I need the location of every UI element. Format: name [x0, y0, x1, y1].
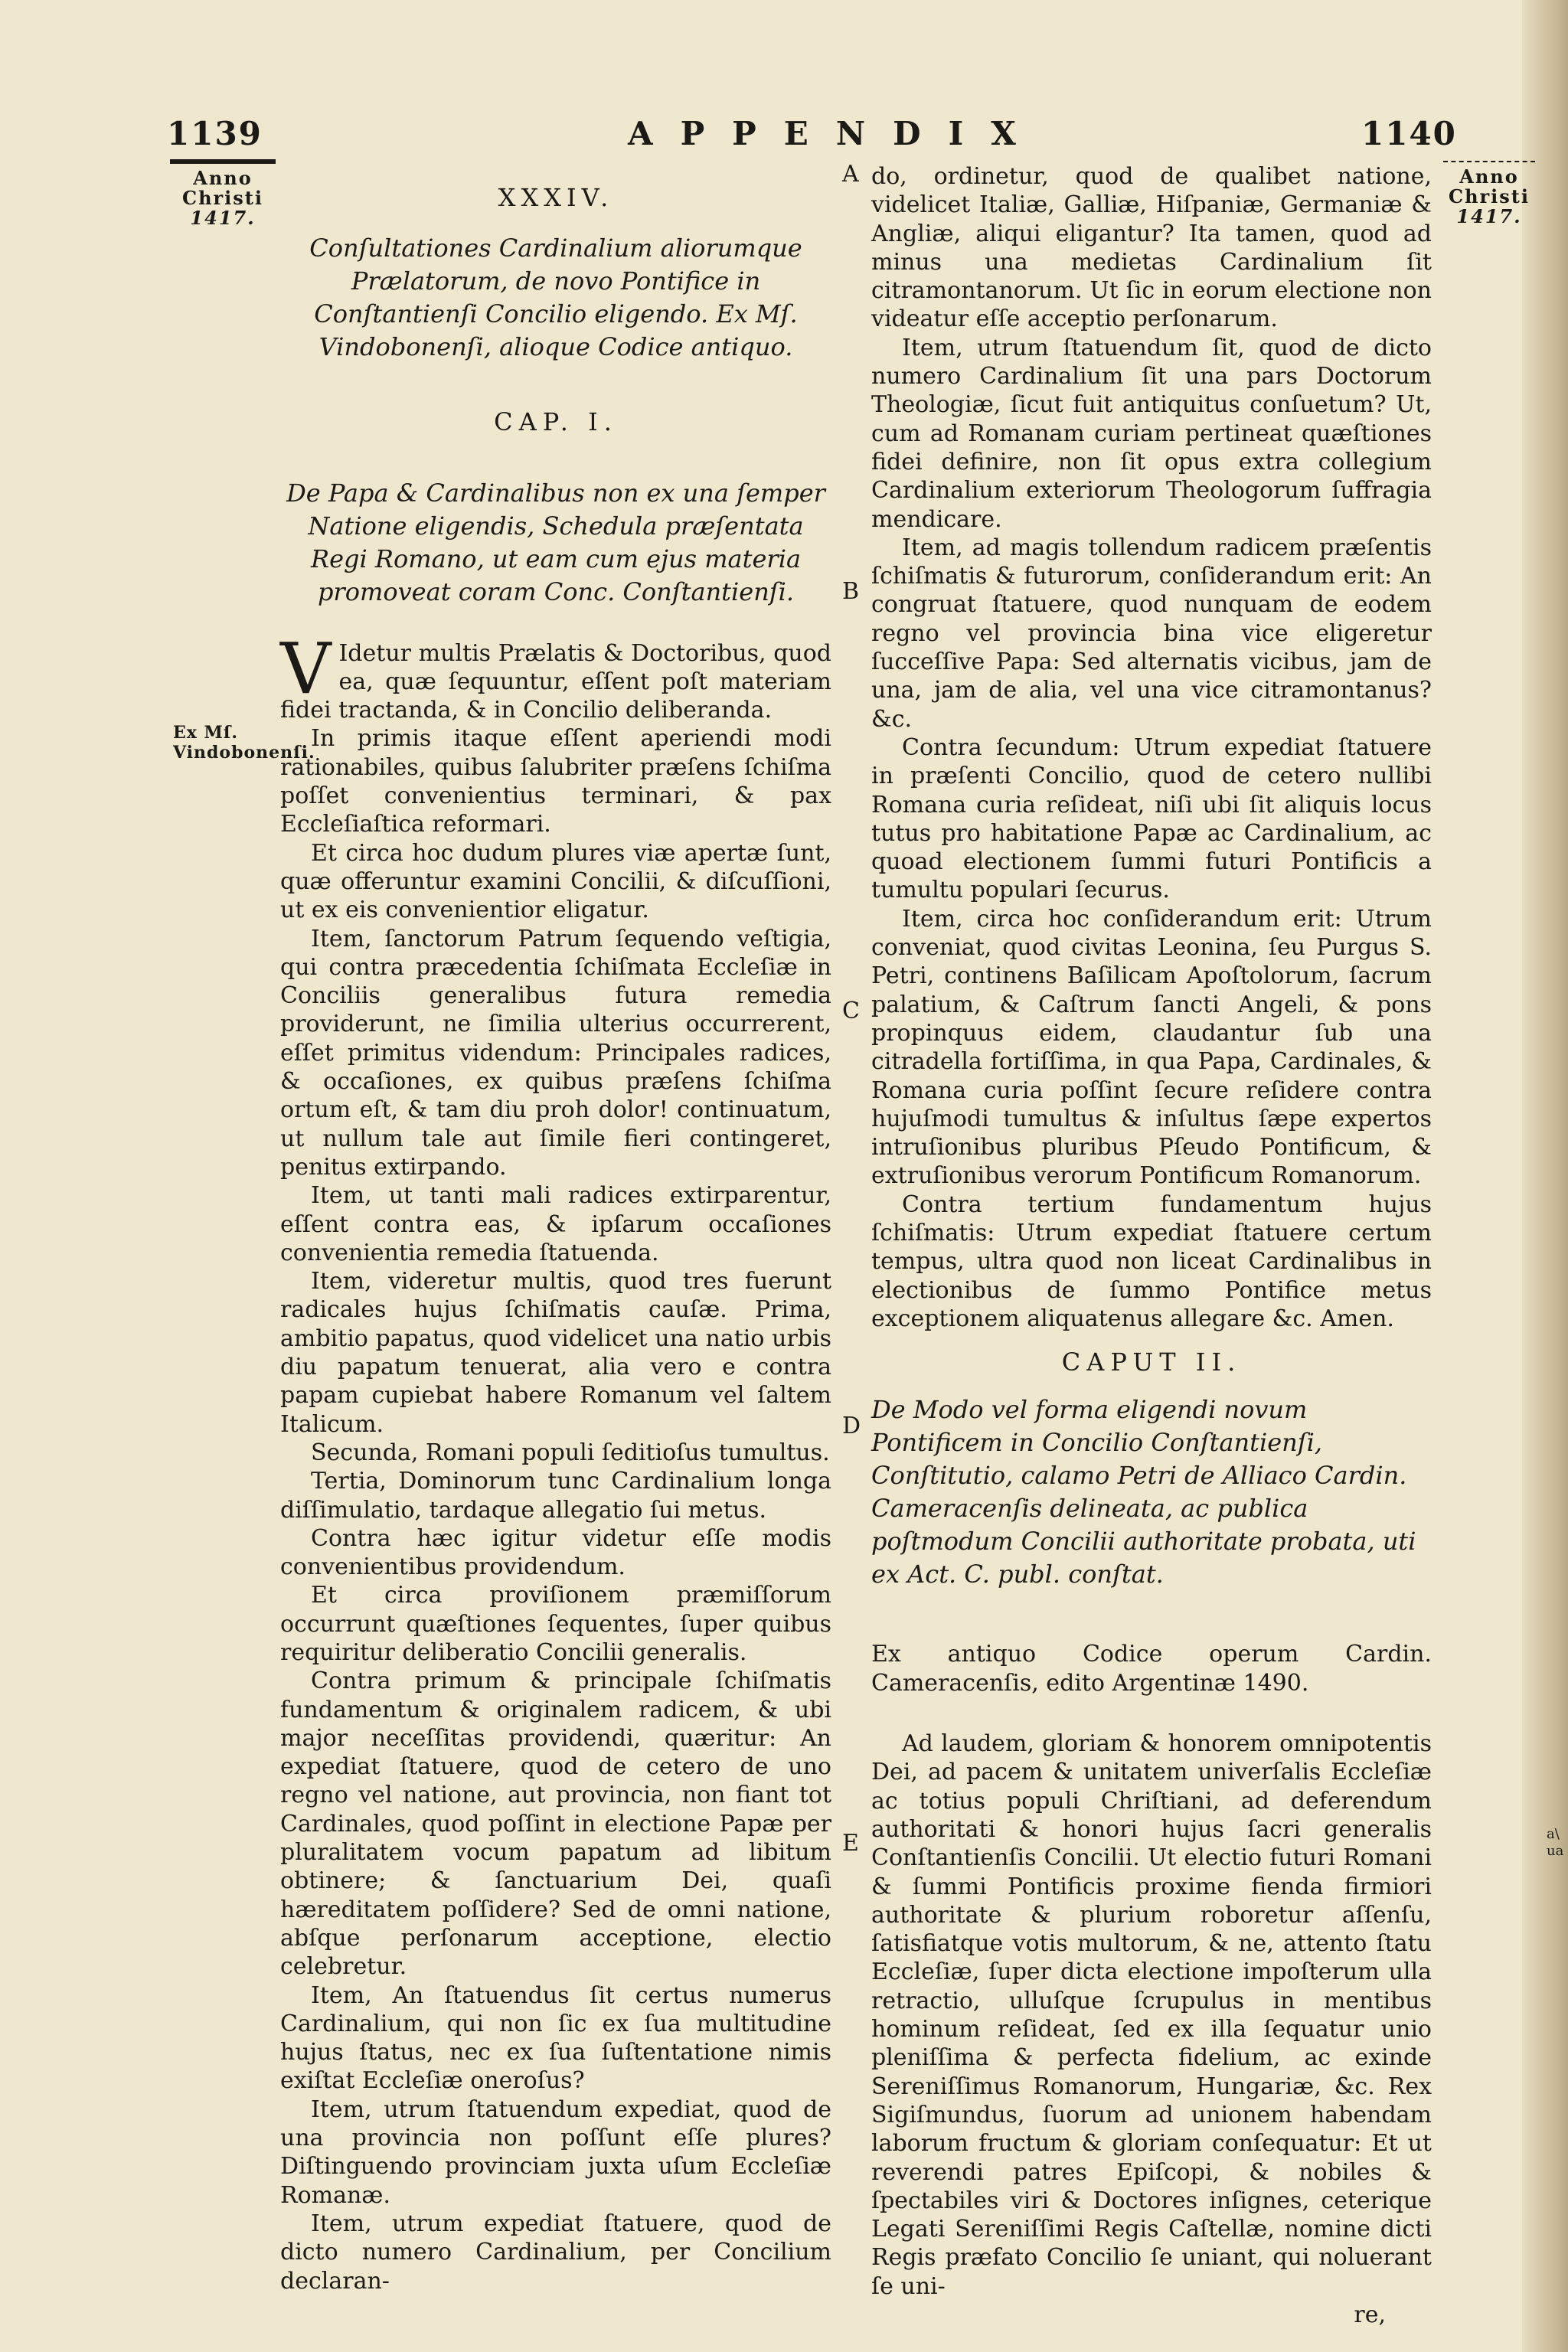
paragraph: Item, An ſtatuendus ſit certus numerus Cardinalium, qui non ſic ex ſua multitudine hujus ſtatus, nec ex ſua ſuſtentatione nimis exiſtat Eccleſiæ oneroſus? — [280, 1981, 831, 2095]
margin-letter-d: D — [842, 1413, 861, 1439]
paragraph: Contra hæc igitur videtur eſſe modis convenientibus providendum. — [280, 1524, 831, 1581]
paragraph: Item, utrum expediat ſtatuere, quod de dicto numero Cardinalium, per Concilium declaran- — [280, 2210, 831, 2295]
paragraph: Contra ſecundum: Utrum expediat ſtatuere in præſenti Concilio, quod de cetero nullibi Romana curia reſideat, niſi ubi ſit aliquis locus tutus pro habitatione Papæ ac Cardinalium, ac quoad electionem ſummi futuri Pontificis a tumultu populari ſecurus. — [871, 733, 1432, 904]
anno-year: 1417. — [1456, 205, 1522, 227]
anno-christi-right — [1443, 161, 1535, 227]
first-paragraph-text: Idetur multis Prælatis & Doctoribus, quod ea, quæ ſequuntur, eſſent poſt materiam fidei tractanda, & in Concilio deliberanda. — [280, 639, 831, 724]
right-column — [871, 162, 1432, 2329]
paragraph: Item, circa hoc conſiderandum erit: Utrum conveniat, quod civitas Leonina, ſeu Purgus S. Petri, continens Baſilicam Apoſtolorum, ſacrum palatium, & Caſtrum ſancti Angeli, & pons propinquus eidem, claudantur ſub una citradella fortiſſima, in qua Papa, Cardinales, & Romana curia poſſint ſecure reſidere contra hujuſmodi tumultus & inſultus ſæpe expertos intruſionibus pluribus Pſeudo Pontificum, & extruſionibus verorum Pontificum Romanorum. — [871, 905, 1432, 1190]
anno-christi-left — [170, 159, 276, 228]
running-head: APPENDIX — [628, 115, 1044, 152]
paragraph: Item, ut tanti mali radices extirparentur, eſſent contra eas, & ipſarum occaſiones convenientia remedia ſtatuenda. — [280, 1182, 831, 1266]
left-column — [280, 162, 831, 2295]
paragraph: do, ordinetur, quod de qualibet natione, videlicet Italiæ, Galliæ, Hiſpaniæ, Germaniæ & Angliæ, aliqui eligantur? Ita tamen, quod ad minus una medietas Cardinalium ſit citramontanorum. Ut ſic in eorum electione non videatur eſſe acceptio perſonarum. — [871, 163, 1432, 333]
paragraph: Contra primum & principale ſchiſmatis fundamentum & originalem radicem, & ubi major neceſſitas providendi, quæritur: An expediat ſtatuere, quod de cetero de uno regno vel natione, aut provincia, non fiant tot Cardinales, quod poſſint in electione Papæ per pluralitatem vocum papatum ad libitum obtinere; & ſanctuarium Dei, quaſi hæreditatem poſſidere? Sed de omni natione, abſque perſonarum acceptione, electio celebretur. — [280, 1668, 831, 1981]
christi-word: Christi — [1448, 185, 1530, 207]
page-fold-shadow — [1522, 0, 1568, 2352]
paragraph: Item, utrum ſtatuendum expediat, quod de una provincia non poſſunt eſſe plures? Diſtinguendo provinciam juxta uſum Eccleſiæ Romanæ. — [280, 2096, 831, 2209]
paragraph: Item, videretur multis, quod tres fuerunt radicales hujus ſchiſmatis cauſæ. Prima, ambitio papatus, quod videlicet una natio urbis diu papatum tenuerat, alia vero e contra papam cupiebat habere Romanum vel ſaltem Italicum. — [280, 1268, 831, 1438]
paragraph: Item, ad magis tollendum radicem præſentis ſchiſmatis & futurorum, conſiderandum erit: An congruat ſtatuere, quod nunquam de eodem regno vel provincia bina vice eligeretur ſucceſſive Papa: Sed alternatis vicibus, jam de una, jam de alia, vel una vice citramontanus? &c. — [871, 534, 1432, 733]
page-number-right: 1140 — [1361, 115, 1457, 152]
anno-word: Anno — [1459, 165, 1519, 188]
edge-fragment-line: a\ — [1547, 1826, 1560, 1842]
source-line: Ex antiquo Codice operum Cardin. Cameracenſis, edito Argentinæ 1490. — [871, 1641, 1432, 1697]
margin-letter-b: B — [842, 578, 860, 605]
cap-heading: CAP. I. — [494, 407, 618, 437]
christi-word: Christi — [181, 187, 264, 209]
drop-cap: V — [280, 627, 332, 710]
paragraph: Contra tertium fundamentum hujus ſchiſmatis: Utrum expediat ſtatuere certum tempus, ultra quod non liceat Cardinalibus in electionibus de ſummo Pontifice metus exceptionem aliquatenus allegare &c. Amen. — [871, 1191, 1432, 1332]
margin-letter-e: E — [842, 1830, 859, 1857]
paragraph: Ad laudem, gloriam & honorem omnipotentis Dei, ad pacem & unitatem univerſalis Eccleſiæ ac totius populi Chriſtiani, ad deferendum authoritati & honori hujus ſacri generalis Conſtantienſis Concilii. Ut electio futuri Romani & ſummi Pontificis proxime fienda firmiori authoritate & plurium roboretur aſſenſu, ſatisfiatque votis multorum, & ne, attento ſtatu Eccleſiæ, ſuper dicta electione impoſterum ulla retractio, ulluſque ſcrupulus in mentibus hominum reſideat, ſed ex illa ſequatur unio pleniſſima & perfecta fidelium, ac exinde Sereniſſimus Romanorum, Hungariæ, &c. Rex Sigiſmundus, ſuorum ad unionem habendam laborum fructum & gloriam conſequatur: Et ut reverendi patres Epiſcopi, & nobiles & ſpectabiles viri & Doctores inſignes, ceterique Legati Sereniſſimi Regis Caſtellæ, nomine dicti Regis præfato Concilio ſe uniant, qui noluerant ſe uni- — [871, 1730, 1432, 2300]
first-paragraph — [280, 627, 831, 725]
anno-year: 1417. — [190, 207, 256, 229]
margin-source-note: Ex Mſ. Vindobonenſi. — [173, 723, 315, 763]
paragraph: Item, utrum ſtatuendum ſit, quod de dicto numero Cardinalium ſit una pars Doctorum Theologiæ, ſicut fuit antiquitus conſuetum? Ut, cum ad Romanam curiam pertineat quæſtiones fidei definire, non ſit opus extra collegium Cardinalium exteriorum Theologorum ſuffragia mendicare. — [871, 334, 1432, 533]
paragraph: Et circa proviſionem præmiſſorum occurrunt quæſtiones ſequentes, ſuper quibus requiritur deliberatio Concilii generalis. — [280, 1582, 831, 1666]
paragraph: Item, ſanctorum Patrum ſequendo veſtigia, qui contra præcedentia ſchiſmata Eccleſiæ in Conciliis generalibus futura remedia providerunt, ne ſimilia ulterius occurrerent, eſſet primitus videndum: Principales radices, & occaſiones, ex quibus præſens ſchiſma ortum eſt, & tam diu proh dolor! continuatum, ut nullum tale aut ſimile fieri contingeret, penitus extirpando. — [280, 925, 831, 1181]
margin-letter-a: A — [842, 161, 859, 188]
chapter-title: Conſultationes Cardinalium aliorumque Prælatorum, de novo Pontifice in Conſtantienſi Concilio eligendo. Ex Mſ. Vindobonenſi, alioque Codice antiquo. — [309, 234, 802, 362]
caput-heading: CAPUT II. — [1061, 1348, 1242, 1377]
edge-fragment-line: ua — [1547, 1843, 1564, 1859]
edge-fragment — [1547, 1826, 1563, 1860]
margin-letter-c: C — [842, 998, 860, 1024]
paragraph: Secunda, Romani populi ſeditioſus tumultus. — [311, 1439, 830, 1466]
paragraph: Et circa hoc dudum plures viæ apertæ ſunt, quæ offeruntur examini Concilii, & diſcuſſioni, ut ex eis convenientior eligatur. — [280, 839, 831, 924]
caput-title: De Modo vel forma eligendi novum Pontificem in Concilio Conſtantienſi, Conſtitutio, calamo Petri de Alliaco Cardin. Cameracenſis delineata, ac publica poſtmodum Concilii authoritate probata, uti ex Act. C. publ. conſtat. — [871, 1395, 1416, 1589]
chapter-number: XXXIV. — [498, 183, 614, 212]
anno-word: Anno — [193, 167, 253, 189]
catchword: re, — [1354, 2301, 1386, 2328]
paragraph: In primis itaque eſſent aperiendi modi rationabiles, quibus ſalubriter præſens ſchiſma poſſet convenientius terminari, & pax Eccleſiaſtica reformari. — [280, 725, 831, 838]
cap-title: De Papa & Cardinalibus non ex una ſemper Natione eligendis, Schedula præſentata Regi Romano, ut eam cum ejus materia promoveat coram Conc. Conſtantienſi. — [286, 478, 825, 606]
paragraph: Tertia, Dominorum tunc Cardinalium longa diſſimulatio, tardaque allegatio ſui metus. — [280, 1468, 831, 1524]
page-number-left: 1139 — [167, 115, 263, 152]
